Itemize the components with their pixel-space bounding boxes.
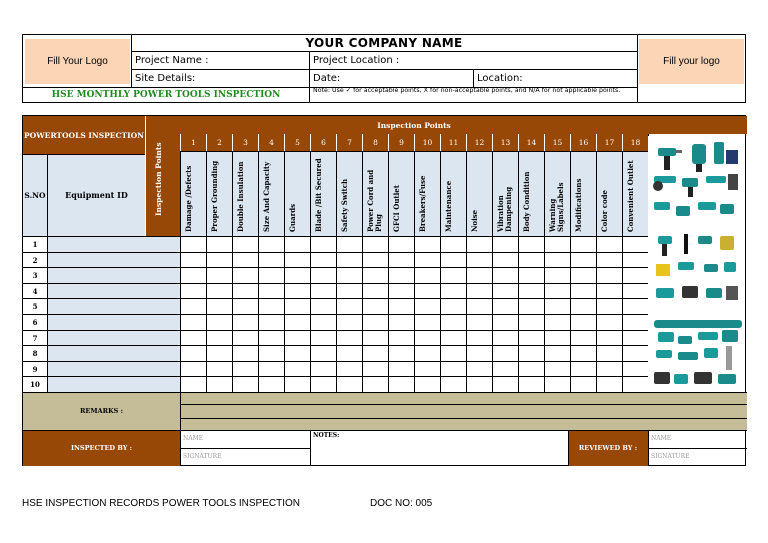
check-cell[interactable] [570,299,596,315]
check-cell[interactable] [518,268,544,284]
check-cell[interactable] [622,237,648,253]
column-number-6: 6 [310,134,336,151]
row-number: 9 [32,364,38,374]
check-cell[interactable] [206,299,232,315]
table-row [23,330,648,346]
check-cell[interactable] [622,299,648,315]
check-cell[interactable] [518,315,544,331]
check-cell[interactable] [440,237,466,253]
check-cell[interactable] [362,331,388,347]
check-cell[interactable] [596,362,622,378]
check-cell[interactable] [180,346,206,362]
table-row [23,361,648,377]
check-cell[interactable] [622,377,648,393]
row-number: 2 [32,255,38,265]
check-cell[interactable] [336,253,362,269]
check-cell[interactable] [570,315,596,331]
check-cell[interactable] [388,237,414,253]
column-number-9: 9 [388,134,414,151]
check-cell[interactable] [440,268,466,284]
column-number-16: 16 [570,134,596,151]
row-number: 3 [32,271,38,281]
check-cell[interactable] [440,253,466,269]
check-cell[interactable] [622,268,648,284]
check-cell[interactable] [622,284,648,300]
check-cell[interactable] [466,237,492,253]
check-cell[interactable] [466,362,492,378]
column-number-17: 17 [596,134,622,151]
row-number: 10 [30,380,40,390]
row-number: 5 [32,302,38,312]
check-cell[interactable] [232,268,258,284]
column-number-4: 4 [258,134,284,151]
check-cell[interactable] [180,331,206,347]
check-cell[interactable] [466,377,492,393]
check-cell[interactable] [466,331,492,347]
column-number-14: 14 [518,134,544,151]
column-number-11: 11 [440,134,466,151]
check-cell[interactable] [232,377,258,393]
check-cell[interactable] [310,284,336,300]
check-cell[interactable] [518,253,544,269]
column-number-8: 8 [362,134,388,151]
equipment-id-cell[interactable] [47,253,180,269]
project-name-field[interactable]: Project Name : [135,55,209,66]
power-tools-illustration [648,136,745,392]
table-row [23,252,648,268]
column-label-10: Breakers/Fuse [418,175,427,232]
check-cell[interactable] [336,284,362,300]
check-cell[interactable] [622,315,648,331]
check-cell[interactable] [544,237,570,253]
check-cell[interactable] [596,268,622,284]
check-cell[interactable] [388,362,414,378]
check-cell[interactable] [388,268,414,284]
check-cell[interactable] [336,237,362,253]
footer-title: HSE INSPECTION RECORDS POWER TOOLS INSPECTION [22,498,301,509]
check-cell[interactable] [596,377,622,393]
check-cell[interactable] [570,377,596,393]
column-number-10: 10 [414,134,440,151]
check-cell[interactable] [570,331,596,347]
check-cell[interactable] [232,346,258,362]
check-cell[interactable] [362,268,388,284]
check-cell[interactable] [336,299,362,315]
row-number: 8 [32,349,38,359]
check-cell[interactable] [310,268,336,284]
check-cell[interactable] [518,299,544,315]
check-cell[interactable] [362,284,388,300]
check-cell[interactable] [440,284,466,300]
notes-field[interactable]: NOTES: [310,430,568,466]
check-cell[interactable] [310,346,336,362]
sno-header: S.NO [24,190,46,200]
check-cell[interactable] [336,268,362,284]
inspector-name-field[interactable]: NAME [180,430,310,448]
check-cell[interactable] [466,284,492,300]
check-cell[interactable] [570,253,596,269]
check-cell[interactable] [336,377,362,393]
check-cell[interactable] [622,362,648,378]
check-cell[interactable] [466,253,492,269]
check-cell[interactable] [232,315,258,331]
check-cell[interactable] [492,346,518,362]
check-cell[interactable] [492,377,518,393]
check-cell[interactable] [596,299,622,315]
logo-right-placeholder[interactable]: Fill your logo [639,39,744,84]
inspection-points-header: Inspection Points [377,120,451,130]
check-cell[interactable] [440,299,466,315]
check-cell[interactable] [310,253,336,269]
form-title: HSE MONTHLY POWER TOOLS INSPECTION [51,90,281,100]
column-label-8: Power Cord and Plug [366,169,383,232]
check-cell[interactable] [362,346,388,362]
jigsaw-icon [654,320,742,370]
inspector-signature-field[interactable]: SIGNATURE [180,448,310,466]
inspection-grid [22,115,746,466]
check-cell[interactable] [414,268,440,284]
check-cell[interactable] [232,362,258,378]
check-cell[interactable] [258,377,284,393]
check-cell[interactable] [570,268,596,284]
check-cell[interactable] [310,362,336,378]
check-cell[interactable] [518,362,544,378]
check-cell[interactable] [492,284,518,300]
table-row [23,345,648,361]
check-cell[interactable] [544,346,570,362]
check-cell[interactable] [362,253,388,269]
check-cell[interactable] [570,346,596,362]
check-cell[interactable] [206,268,232,284]
row-number: 6 [32,318,38,327]
check-cell[interactable] [492,331,518,347]
column-label-15: Warning Signs/Labels [548,182,565,232]
check-cell[interactable] [492,268,518,284]
column-number-13: 13 [492,134,518,151]
power-tools-photos [648,136,745,392]
check-cell[interactable] [232,284,258,300]
check-cell[interactable] [284,299,310,315]
check-cell[interactable] [492,362,518,378]
check-cell[interactable] [596,315,622,331]
check-cell[interactable] [258,362,284,378]
check-cell[interactable] [206,362,232,378]
check-cell[interactable] [388,346,414,362]
check-cell[interactable] [388,331,414,347]
check-cell[interactable] [180,377,206,393]
check-cell[interactable] [622,253,648,269]
equipment-id-cell[interactable] [47,377,180,393]
check-cell[interactable] [232,299,258,315]
table-row [23,236,648,252]
column-label-9: GFCI Outlet [392,185,401,232]
check-cell[interactable] [258,331,284,347]
check-cell[interactable] [596,253,622,269]
equipment-id-cell[interactable] [47,268,180,284]
check-cell[interactable] [180,315,206,331]
column-number-7: 7 [336,134,362,151]
check-cell[interactable] [518,331,544,347]
reviewer-name-field[interactable]: NAME [648,430,747,448]
check-cell[interactable] [388,253,414,269]
check-cell[interactable] [544,377,570,393]
check-cell[interactable] [492,253,518,269]
check-cell[interactable] [336,362,362,378]
check-cell[interactable] [362,315,388,331]
check-cell[interactable] [284,284,310,300]
check-cell[interactable] [206,253,232,269]
check-cell[interactable] [388,315,414,331]
check-cell[interactable] [206,284,232,300]
check-cell[interactable] [258,284,284,300]
check-cell[interactable] [596,346,622,362]
inspected-by-label: INSPECTED BY : [70,444,133,452]
check-cell[interactable] [206,237,232,253]
table-row [23,314,648,330]
check-cell[interactable] [284,315,310,331]
angle-grinder-icon [653,174,738,197]
check-cell[interactable] [622,346,648,362]
column-label-5: Guards [288,203,297,232]
check-cell[interactable] [284,377,310,393]
check-cell[interactable] [258,346,284,362]
equipment-id-cell[interactable] [47,315,180,331]
check-cell[interactable] [414,284,440,300]
inspection-points-vertical-label: Inspection Points [154,142,163,216]
check-cell[interactable] [206,315,232,331]
check-cell[interactable] [544,362,570,378]
check-cell[interactable] [388,299,414,315]
check-cell[interactable] [362,377,388,393]
check-cell[interactable] [180,362,206,378]
table-row [23,283,648,299]
column-label-11: Maintenance [444,180,453,232]
remarks-line-2[interactable] [180,404,747,418]
table-row [23,376,648,392]
location-field[interactable]: Location: [477,73,523,84]
check-cell[interactable] [414,237,440,253]
column-label-4: Size And Capacity [262,161,271,232]
usage-note: Note: Use ✓ for acceptable points, X for non-acceptable points, and N/A for not applicable points. [313,87,621,94]
check-cell[interactable] [336,346,362,362]
column-number-3: 3 [232,134,258,151]
check-cell[interactable] [492,315,518,331]
reviewer-signature-field[interactable]: SIGNATURE [648,448,747,466]
column-number-2: 2 [206,134,232,151]
column-label-16: Modifications [574,178,583,232]
check-cell[interactable] [440,346,466,362]
column-number-1: 1 [180,134,206,151]
section-title: POWERTOOLS INSPECTION [24,130,144,140]
check-cell[interactable] [180,253,206,269]
check-cell[interactable] [206,377,232,393]
column-label-3: Double Insulation [236,161,245,232]
site-details-field[interactable]: Site Details: [135,73,196,84]
check-cell[interactable] [310,377,336,393]
column-number-18: 18 [622,134,648,151]
check-cell[interactable] [232,237,258,253]
check-cell[interactable] [544,299,570,315]
remarks-line-1[interactable] [180,392,747,404]
check-cell[interactable] [362,362,388,378]
check-cell[interactable] [596,331,622,347]
check-cell[interactable] [544,284,570,300]
equipment-id-cell[interactable] [47,362,180,378]
check-cell[interactable] [362,237,388,253]
check-cell[interactable] [492,299,518,315]
check-cell[interactable] [206,331,232,347]
column-label-18: Convenient Outlet [626,160,635,232]
check-cell[interactable] [518,346,544,362]
remarks-line-3[interactable] [180,418,747,430]
table-row [23,298,648,314]
check-cell[interactable] [284,346,310,362]
column-label-13: Vibration Dampening [496,186,513,232]
check-cell[interactable] [440,315,466,331]
column-number-15: 15 [544,134,570,151]
column-number-12: 12 [466,134,492,151]
check-cell[interactable] [310,237,336,253]
check-cell[interactable] [258,315,284,331]
check-cell[interactable] [258,299,284,315]
check-cell[interactable] [284,237,310,253]
check-cell[interactable] [544,331,570,347]
project-location-field[interactable]: Project Location : [313,55,400,66]
date-field[interactable]: Date: [313,73,341,84]
check-cell[interactable] [258,268,284,284]
check-cell[interactable] [206,346,232,362]
column-label-14: Body Condition [522,171,531,232]
column-label-12: Noise [470,209,479,232]
check-cell[interactable] [414,346,440,362]
check-cell[interactable] [258,253,284,269]
column-label-1: Damage /Defects [184,165,193,232]
row-number: 1 [32,240,38,249]
column-label-2: Proper Grounding [210,160,219,232]
check-cell[interactable] [414,253,440,269]
equipment-id-cell[interactable] [47,284,180,300]
check-cell[interactable] [570,284,596,300]
check-cell[interactable] [518,377,544,393]
check-cell[interactable] [258,237,284,253]
check-cell[interactable] [388,377,414,393]
check-cell[interactable] [440,362,466,378]
table-row [23,267,648,283]
check-cell[interactable] [440,331,466,347]
check-cell[interactable] [466,315,492,331]
check-cell[interactable] [284,268,310,284]
battery-charger-icon [654,372,736,384]
doc-number: DOC NO: 005 [370,498,433,509]
check-cell[interactable] [414,362,440,378]
check-cell[interactable] [284,253,310,269]
check-cell[interactable] [362,299,388,315]
check-cell[interactable] [466,268,492,284]
check-cell[interactable] [414,315,440,331]
check-cell[interactable] [180,268,206,284]
check-cell[interactable] [310,331,336,347]
form-header [22,34,746,103]
check-cell[interactable] [284,362,310,378]
check-cell[interactable] [414,331,440,347]
check-cell[interactable] [336,331,362,347]
equipment-id-cell[interactable] [47,237,180,253]
check-cell[interactable] [544,315,570,331]
check-cell[interactable] [180,237,206,253]
reviewed-by-label: REVIEWED BY : [578,444,638,452]
check-cell[interactable] [180,284,206,300]
check-cell[interactable] [310,315,336,331]
equipment-id-header: Equipment ID [47,154,145,236]
check-cell[interactable] [570,237,596,253]
check-cell[interactable] [440,377,466,393]
row-number: 4 [32,286,38,296]
column-label-7: Safety Switch [340,178,349,232]
row-number: 7 [32,333,38,343]
check-cell[interactable] [388,284,414,300]
check-cell[interactable] [180,299,206,315]
remarks-label: REMARKS : [79,407,123,415]
check-cell[interactable] [232,253,258,269]
check-cell[interactable] [466,299,492,315]
equipment-id-cell[interactable] [47,331,180,347]
equipment-id-cell[interactable] [47,299,180,315]
check-cell[interactable] [518,284,544,300]
check-cell[interactable] [518,237,544,253]
check-cell[interactable] [336,315,362,331]
equipment-id-cell[interactable] [47,346,180,362]
column-label-6: Blade /Bit Secured [314,158,323,232]
check-cell[interactable] [596,284,622,300]
column-number-5: 5 [284,134,310,151]
check-cell[interactable] [284,331,310,347]
check-cell[interactable] [570,362,596,378]
check-cell[interactable] [544,268,570,284]
check-cell[interactable] [544,253,570,269]
logo-left-placeholder[interactable]: Fill Your Logo [25,39,130,84]
check-cell[interactable] [232,331,258,347]
column-label-17: Color code [600,190,609,232]
check-cell[interactable] [414,299,440,315]
check-cell[interactable] [622,331,648,347]
check-cell[interactable] [414,377,440,393]
circular-saw-icon [654,202,734,216]
check-cell[interactable] [492,237,518,253]
company-name: YOUR COMPANY NAME [305,36,463,50]
impact-driver-icon [656,234,738,300]
check-cell[interactable] [466,346,492,362]
check-cell[interactable] [596,237,622,253]
power-drill-icon [658,142,738,172]
check-cell[interactable] [310,299,336,315]
